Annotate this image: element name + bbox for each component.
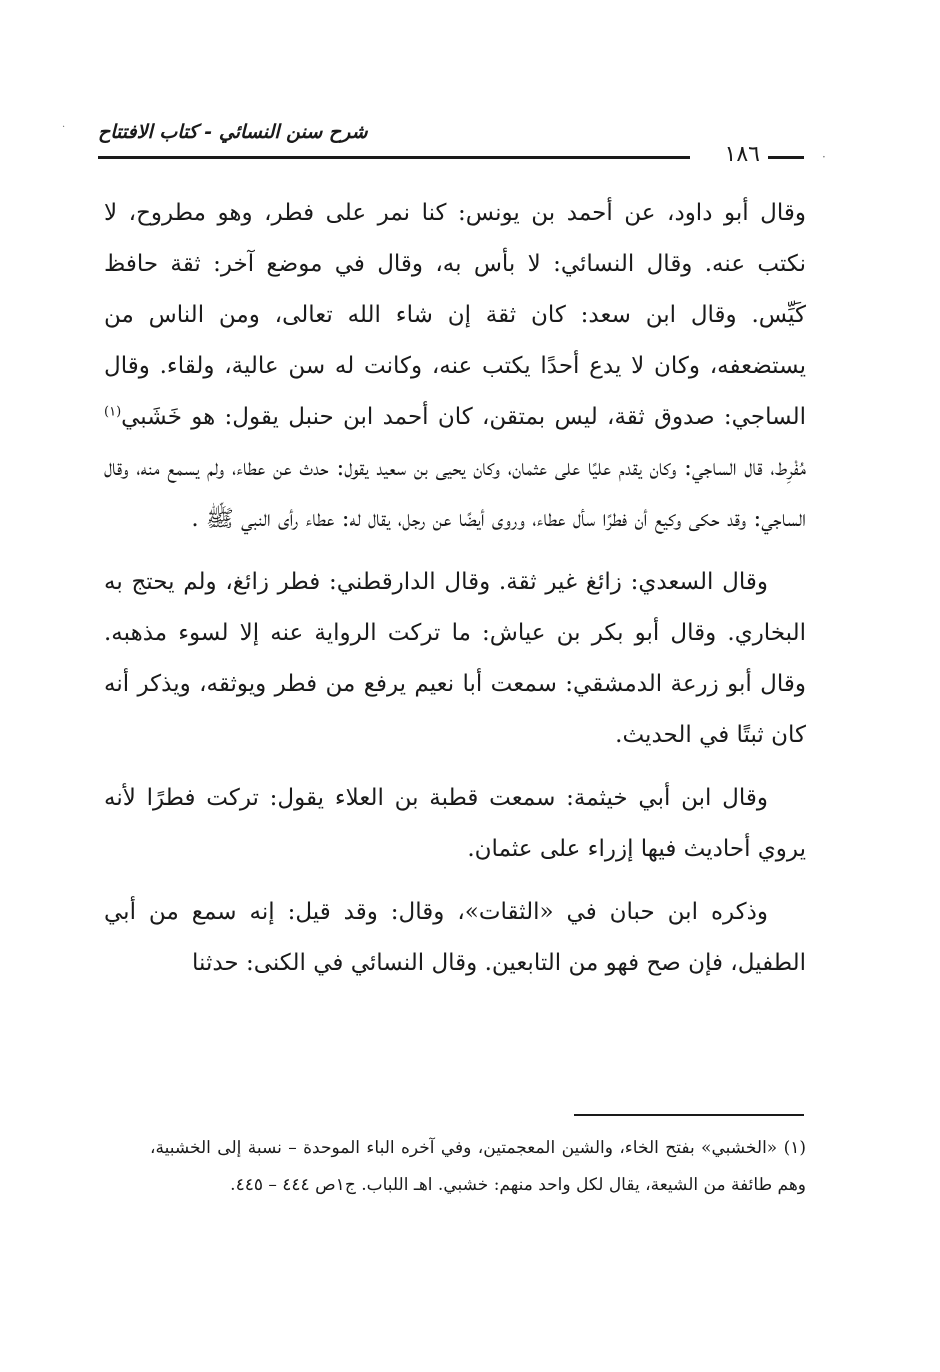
footnote-reference: (١) — [104, 404, 122, 420]
paragraph: وذكره ابن حبان في «الثقات»، وقال: وقد قيل: إنه سمع من أبي الطفيل، فإن صح فهو من التابعين. وقال النسائي في الكنى: حدثنا — [104, 899, 806, 976]
paragraph: وقال ابن أبي خيثمة: سمعت قطبة بن العلاء يقول: تركت فطرًا لأنه يروي أحاديث فيها إزراء على عثمان. — [104, 785, 806, 862]
paragraph — [104, 188, 806, 545]
header-rule — [98, 156, 690, 159]
footnote-separator — [574, 1114, 804, 1116]
scan-speck: · — [822, 150, 826, 164]
running-header — [88, 118, 804, 168]
page-number: ١٨٦ — [724, 142, 760, 167]
footnote: (١) «الخشبي» بفتح الخاء، والشين المعجمتين، وفي آخره الباء الموحدة – نسبة إلى الخشبية، وهم طائفة من الشيعة، يقال لكل واحد منهم: خشبي. اهـ اللباب. ج١ص ٤٤٤ – ٤٤٥. — [150, 1138, 806, 1195]
paragraph-text-part: وقال أبو داود، عن أحمد بن يونس: كنا نمر على فطر، وهو مطروح، لا نكتب عنه. وقال النسائي: لا بأس به، وقال في موضع آخر: ثقة حافظ كَيِّس. وقال ابن سعد: كان ثقة إن شاء الله تعالى، ومن الناس من يستضعفه، وكان لا يدع أحدًا يكتب عنه، وكانت له سن عالية، ولقاء. وقال الساجي: صدوق ثقة، ليس بمتقن، كان أحمد ابن حنبل يقول: هو خَشَبي — [104, 200, 806, 430]
header-title: شرح سنن النسائي - كتاب الافتتاح — [98, 121, 368, 143]
scan-speck: · — [62, 122, 66, 133]
page-number-dash — [768, 156, 804, 159]
paragraph: وقال السعدي: زائغ غير ثقة. وقال الدارقطني: فطر زائغ، ولم يحتج به البخاري. وقال أبو بكر بن عياش: ما تركت الرواية عنه إلا لسوء مذهبه. وقال أبو زرعة الدمشقي: سمعت أبا نعيم يرفع من فطر ويوثقه، ويذكر أنه كان ثبتًا في الحديث. — [104, 569, 806, 748]
main-text — [104, 188, 806, 989]
footnotes — [150, 1130, 806, 1204]
paragraph-text-part: مُفْرِط، قال الساجي: وكان يقدم عليًا على عثمان، وكان يحيى بن سعيد يقول: حدث عن عطاء، ولم يسمع منه، وقال الساجي: وقد حكى وكيع أن فطرًا سأل عطاء، وروى أيضًا عن رجل، يقال له: عطاء رأى النبي ﷺ . — [104, 455, 806, 532]
